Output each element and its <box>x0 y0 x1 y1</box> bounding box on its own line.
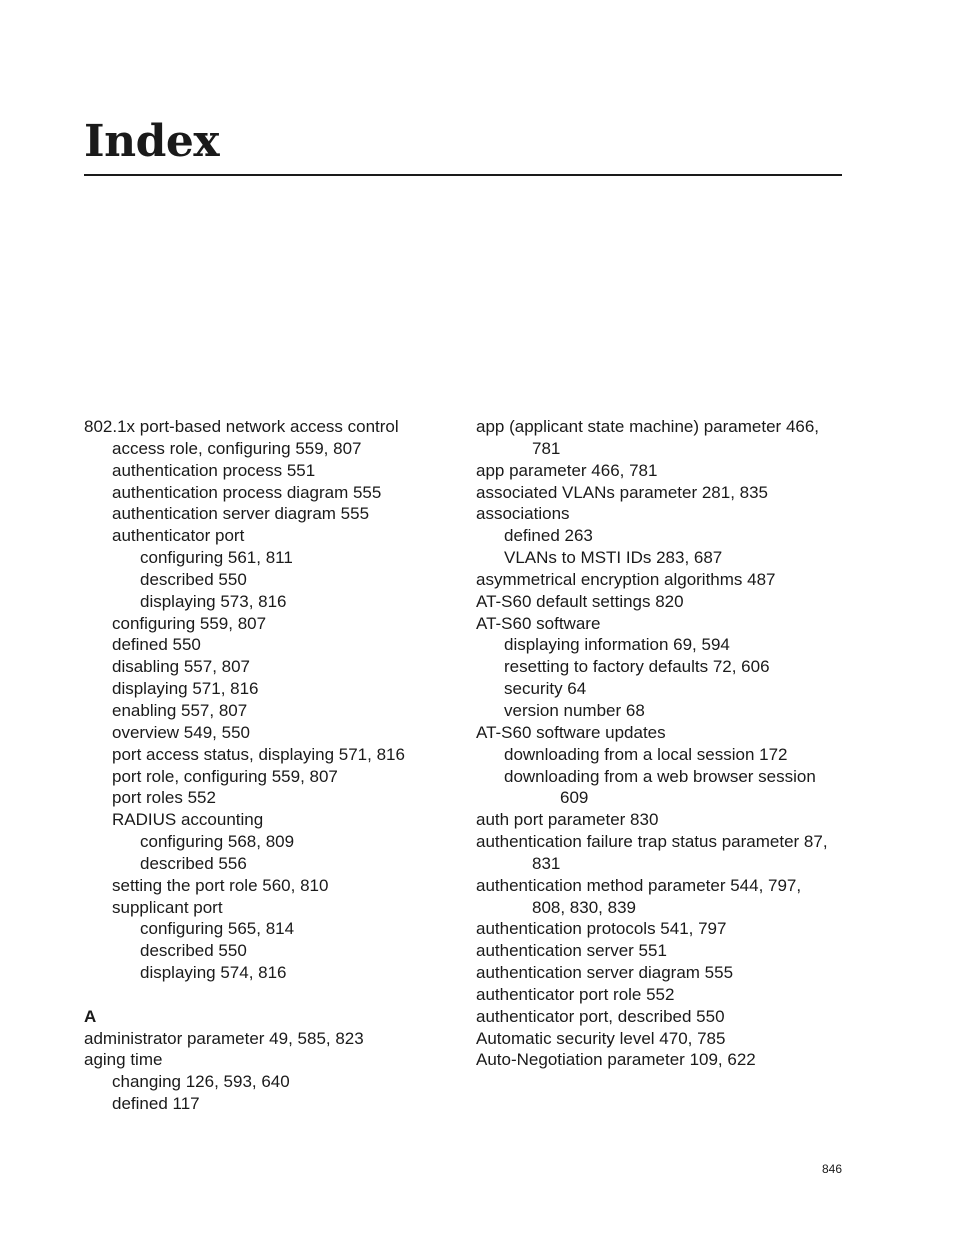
index-entry: associations <box>476 504 570 524</box>
index-entry: RADIUS accounting <box>112 810 264 830</box>
index-entry: AT-S60 default settings 820 <box>476 591 684 611</box>
page-title: Index <box>84 116 220 167</box>
index-entry: configuring 561, 811 <box>140 548 293 568</box>
index-entry: configuring 565, 814 <box>140 919 295 939</box>
section-gap <box>84 984 444 1006</box>
index-entry: version number 68 <box>504 700 645 720</box>
index-entry: asymmetrical encryption algorithms 487 <box>476 569 776 589</box>
index-entry: described 550 <box>140 941 247 961</box>
index-entry: app (applicant state machine) parameter 466, <box>476 417 820 436</box>
index-entry: authentication server diagram 555 <box>112 504 370 524</box>
index-entry: displaying information 69, 594 <box>504 635 730 655</box>
index-entry: app parameter 466, 781 <box>476 460 658 480</box>
index-letter-heading: A <box>84 1006 97 1026</box>
index-entry: supplicant port <box>112 897 223 917</box>
index-entry: 609 <box>560 788 589 808</box>
index-entry: disabling 557, 807 <box>112 657 251 677</box>
index-entry: displaying 574, 816 <box>140 963 287 983</box>
index-entry: described 550 <box>140 569 247 589</box>
index-entry: authentication server 551 <box>476 941 667 961</box>
index-entry: authentication process 551 <box>112 460 316 480</box>
index-entry: downloading from a web browser session <box>504 766 816 786</box>
index-entry: authenticator port, described 550 <box>476 1006 725 1026</box>
index-entry: setting the port role 560, 810 <box>112 875 329 895</box>
index-entry: security 64 <box>504 679 587 699</box>
index-entry: displaying 573, 816 <box>140 591 287 611</box>
index-entry: 781 <box>532 438 561 458</box>
index-entry: access role, configuring 559, 807 <box>112 438 362 458</box>
index-entry: aging time <box>84 1050 163 1070</box>
index-column-left <box>84 416 444 1115</box>
index-entry: authentication protocols 541, 797 <box>476 919 727 939</box>
index-entry: defined 117 <box>112 1094 200 1114</box>
index-entry: 802.1x port-based network access control <box>84 417 399 436</box>
index-entry: authentication server diagram 555 <box>476 963 734 983</box>
index-entry: authentication method parameter 544, 797, <box>476 875 802 895</box>
index-entry: auth port parameter 830 <box>476 810 659 830</box>
index-entry: resetting to factory defaults 72, 606 <box>504 657 770 677</box>
index-entry: port role, configuring 559, 807 <box>112 766 338 786</box>
index-entry: configuring 559, 807 <box>112 613 267 633</box>
index-entry: 808, 830, 839 <box>532 897 636 917</box>
index-entry: authentication failure trap status parameter 87, <box>476 832 828 852</box>
index-entry: 831 <box>532 853 561 873</box>
index-entry: configuring 568, 809 <box>140 832 295 852</box>
index-entry: displaying 571, 816 <box>112 679 259 699</box>
index-entry: authenticator port role 552 <box>476 984 675 1004</box>
index-entry: authentication process diagram 555 <box>112 482 382 502</box>
index-entry: port roles 552 <box>112 788 216 808</box>
index-column-right <box>476 416 852 1071</box>
index-entry: defined 550 <box>112 635 201 655</box>
index-entry: downloading from a local session 172 <box>504 744 788 764</box>
title-rule <box>84 174 842 176</box>
index-entry: changing 126, 593, 640 <box>112 1072 290 1092</box>
index-entry: defined 263 <box>504 526 593 546</box>
index-entry: port access status, displaying 571, 816 <box>112 744 405 764</box>
index-entry: AT-S60 software <box>476 613 601 633</box>
index-entry: administrator parameter 49, 585, 823 <box>84 1028 364 1048</box>
index-entry: associated VLANs parameter 281, 835 <box>476 482 769 502</box>
index-entry: described 556 <box>140 853 247 873</box>
index-entry: AT-S60 software updates <box>476 722 666 742</box>
index-entry: enabling 557, 807 <box>112 700 248 720</box>
index-entry: VLANs to MSTI IDs 283, 687 <box>504 548 723 568</box>
index-entry: Automatic security level 470, 785 <box>476 1028 726 1048</box>
index-entry: Auto-Negotiation parameter 109, 622 <box>476 1050 756 1070</box>
page-number: 846 <box>822 1162 843 1176</box>
index-entry: overview 549, 550 <box>112 722 250 742</box>
index-entry: authenticator port <box>112 526 245 546</box>
